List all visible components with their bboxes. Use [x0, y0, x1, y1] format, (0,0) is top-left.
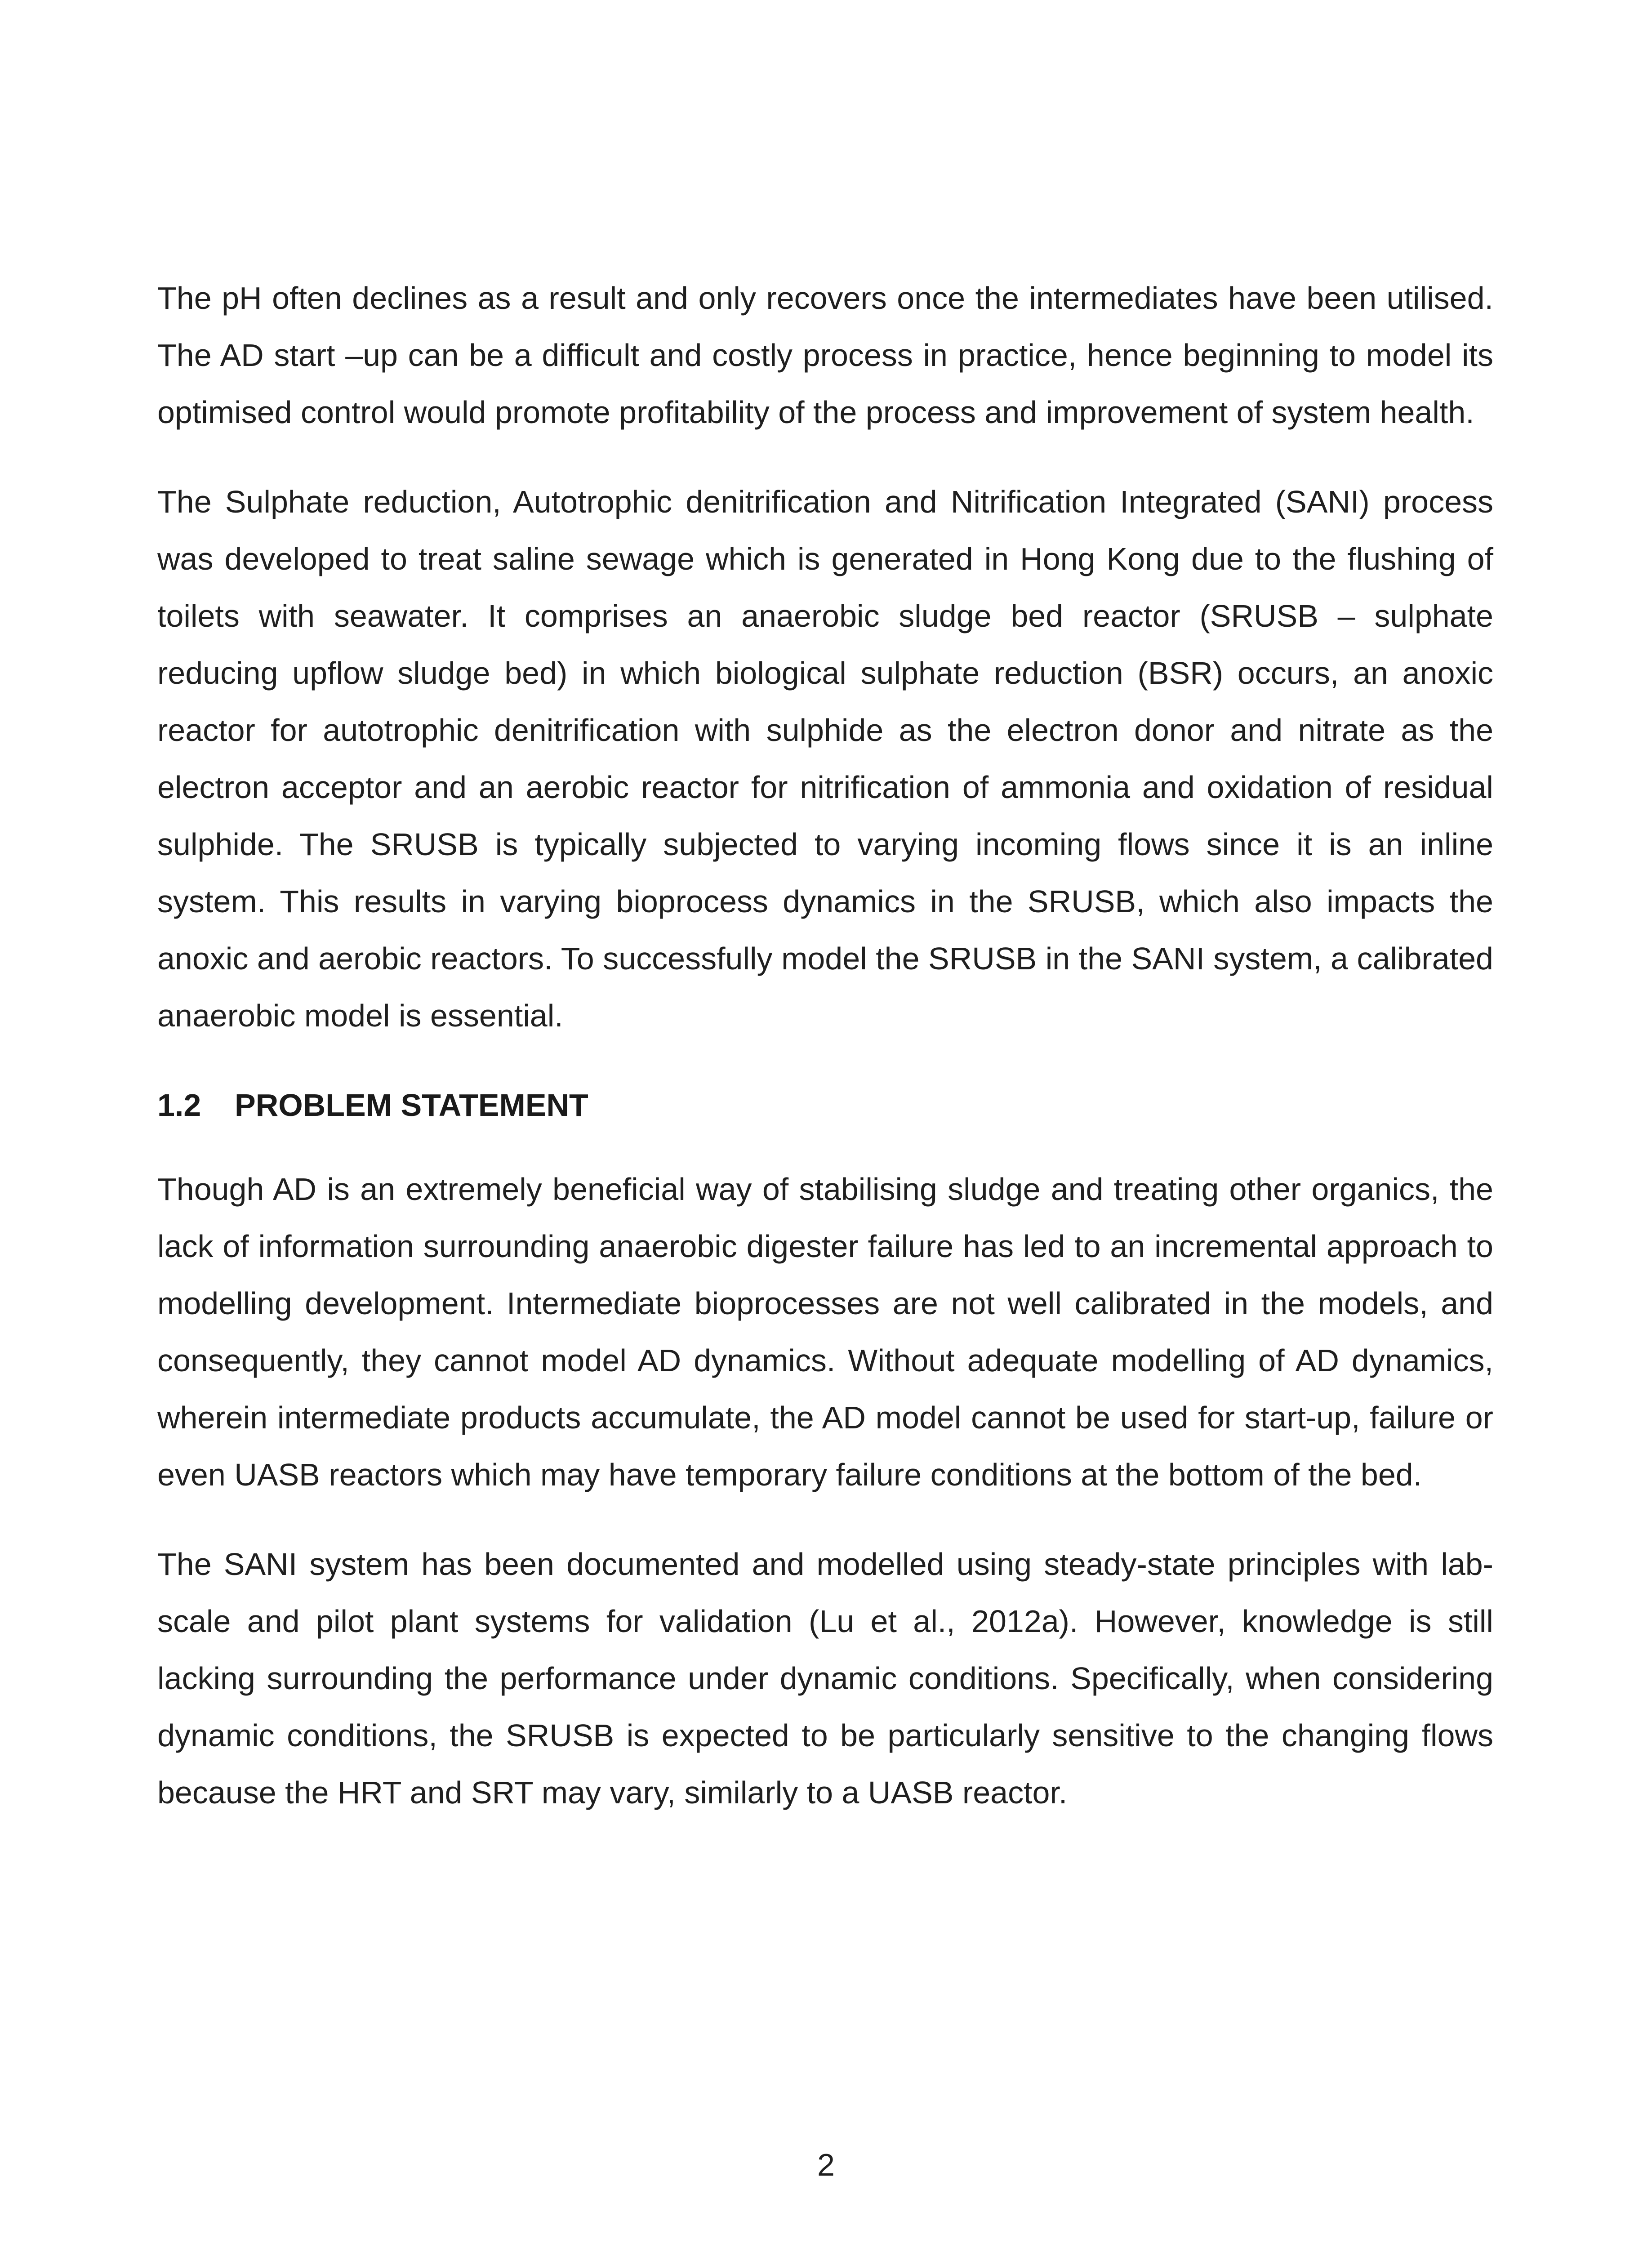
paragraph-sani-process: The Sulphate reduction, Autotrophic denitrification and Nitrification Integrated (SANI) process was developed to treat saline sewage which is generated in Hong Kong due to the flushing of toilets with seawater. It comprises an anaerobic sludge bed reactor (SRUSB – sulphate reducing upflow sludge bed) in which biological sulphate reduction (BSR) occurs, an anoxic reactor for autotrophic denitrification with sulphide as the electron donor and nitrate as the electron acceptor and an aerobic reactor for nitrification of ammonia and oxidation of residual sulphide. The SRUSB is typically subjected to varying incoming flows since it is an inline system. This results in varying bioprocess dynamics in the SRUSB, which also impacts the anoxic and aerobic reactors. To successfully model the SRUSB in the SANI system, a calibrated anaerobic model is essential. — [157, 484, 1493, 1033]
section-heading — [157, 1077, 1493, 1134]
page-body — [157, 270, 1493, 1854]
page-number: 2 — [817, 2147, 835, 2182]
paragraph-sani-dynamics: The SANI system has been documented and modelled using steady-state principles with lab-scale and pilot plant systems for validation (Lu et al., 2012a). However, knowledge is still lacking surrounding the performance under dynamic conditions. Specifically, when considering dynamic conditions, the SRUSB is expected to be particularly sensitive to the changing flows because the HRT and SRT may vary, similarly to a UASB reactor. — [157, 1547, 1493, 1810]
section-title: PROBLEM STATEMENT — [235, 1088, 588, 1123]
paragraph-ph-decline: The pH often declines as a result and only recovers once the intermediates have been utilised. The AD start –up can be a difficult and costly process in practice, hence beginning to model its optimised control would promote profitability of the process and improvement of system health. — [157, 281, 1493, 430]
section-number: 1.2 — [157, 1088, 201, 1123]
paragraph-ad-modelling: Though AD is an extremely beneficial way of stabilising sludge and treating other organics, the lack of information surrounding anaerobic digester failure has led to an incremental approach to modelling development. Intermediate bioprocesses are not well calibrated in the models, and consequently, they cannot model AD dynamics. Without adequate modelling of AD dynamics, wherein intermediate products accumulate, the AD model cannot be used for start-up, failure or even UASB reactors which may have temporary failure conditions at the bottom of the bed. — [157, 1172, 1493, 1492]
